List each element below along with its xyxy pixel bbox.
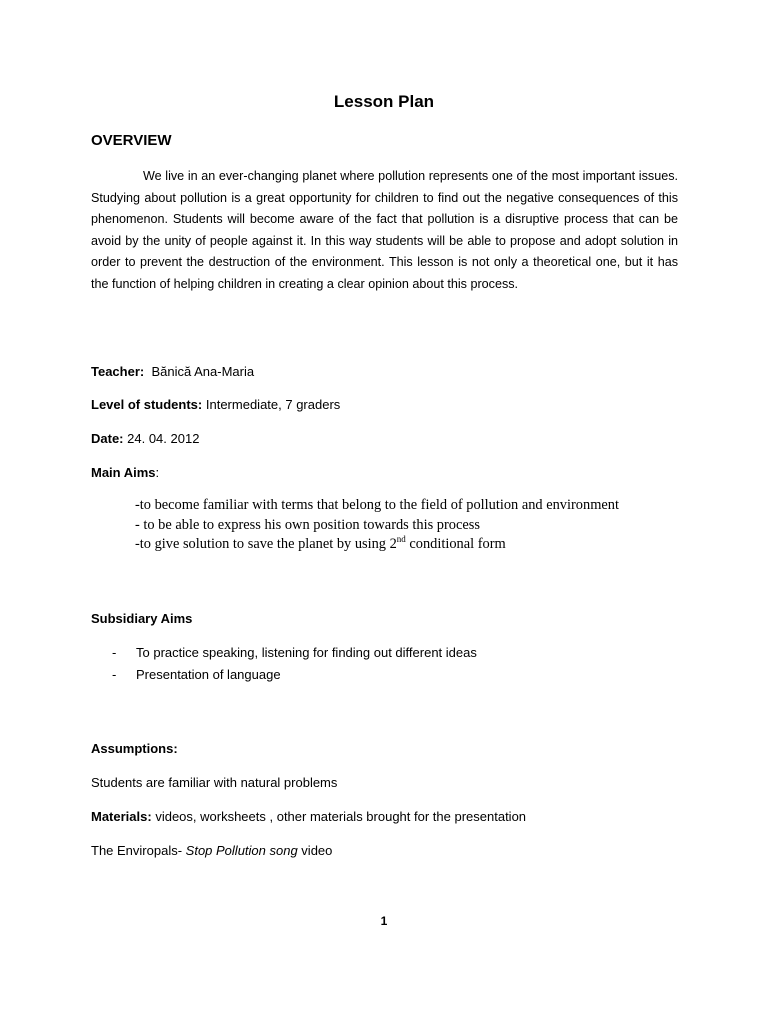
document-title: Lesson Plan xyxy=(333,92,435,111)
main-aims-colon: : xyxy=(155,465,160,480)
date-line xyxy=(91,431,199,446)
assumptions-heading xyxy=(91,741,178,756)
main-aims-list xyxy=(135,496,619,555)
teacher-label: Teacher: xyxy=(91,364,145,379)
assumptions-label: Assumptions: xyxy=(91,741,178,756)
page-number: 1 xyxy=(380,914,388,928)
materials-value: videos, worksheets , other materials brought for the presentation xyxy=(155,809,527,824)
video-line-end: video xyxy=(297,843,333,858)
teacher-line xyxy=(91,364,254,379)
subsidiary-aims-list xyxy=(112,642,477,685)
video-title: Stop Pollution song xyxy=(185,843,298,858)
level-value: Intermediate, 7 graders xyxy=(205,397,341,412)
date-label: Date: xyxy=(91,431,124,446)
overview-heading: OVERVIEW xyxy=(91,132,172,149)
list-item: - to be able to express his own position towards this process xyxy=(135,516,480,533)
materials-line xyxy=(91,809,526,824)
assumptions-value: Students are familiar with natural problems xyxy=(91,775,338,790)
aim-3-superscript: nd xyxy=(396,534,406,545)
overview-paragraph: We live in an ever-changing planet where pollution represents one of the most important issues. Studying about pollution is a great opportunity for children to find out the negative consequences of this phenomenon. Students will become aware of the fact that pollution is a disruptive process that can be avoid by the unity of people against it. In this way students will be able to propose and adopt solution in order to prevent the destruction of the environment. This lesson is not only a theoretical one, but it has the function of helping children in creating a clear opinion about this process. xyxy=(91,169,678,291)
materials-label: Materials: xyxy=(91,809,152,824)
subsidiary-aims-heading xyxy=(91,611,192,626)
teacher-value: Bănică Ana-Maria xyxy=(151,364,255,379)
date-value: 24. 04. 2012 xyxy=(127,431,200,446)
list-item-text: Presentation of language xyxy=(136,666,281,682)
dash-bullet: - xyxy=(112,666,117,682)
main-aims-heading xyxy=(91,465,159,480)
main-aims-label: Main Aims xyxy=(91,465,156,480)
subsidiary-aims-label: Subsidiary Aims xyxy=(91,611,193,626)
list-item: -to become familiar with terms that belong to the field of pollution and environment xyxy=(135,497,619,513)
video-line-start: The Enviropals- xyxy=(91,843,186,858)
list-item xyxy=(112,642,477,664)
list-item xyxy=(135,535,619,555)
aim-3-text: -to give solution to save the planet by using 2 xyxy=(135,536,397,552)
list-item-text: To practice speaking, listening for finding out different ideas xyxy=(136,645,477,660)
list-item xyxy=(112,664,477,686)
level-line xyxy=(91,397,340,412)
dash-bullet: - xyxy=(112,645,117,660)
level-label: Level of students: xyxy=(91,397,203,412)
video-line xyxy=(91,843,332,858)
aim-3-text-end: conditional form xyxy=(405,536,506,552)
